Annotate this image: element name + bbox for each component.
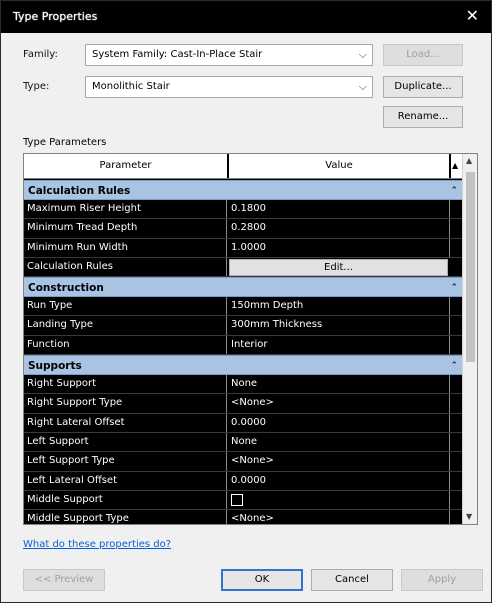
table-row[interactable] — [24, 433, 462, 452]
parameter-value[interactable]: <None> — [228, 452, 450, 470]
scrollbar-thumb[interactable] — [466, 172, 475, 362]
chevron-down-icon: ⌵ — [358, 80, 367, 93]
table-row[interactable] — [24, 297, 462, 316]
parameter-name: Run Type — [24, 297, 227, 315]
title-bar — [1, 1, 491, 33]
type-value: Monolithic Stair — [92, 81, 170, 92]
table-row[interactable] — [24, 200, 462, 219]
chevron-down-icon: ⌵ — [358, 48, 367, 61]
parameter-value[interactable]: 300mm Thickness — [228, 316, 450, 334]
parameter-value[interactable]: <None> — [228, 510, 450, 525]
family-dropdown[interactable] — [85, 44, 373, 66]
value-column-header[interactable]: Value — [229, 154, 451, 178]
duplicate-button[interactable]: Duplicate... — [383, 76, 463, 98]
parameter-value[interactable]: 0.1800 — [228, 200, 450, 218]
parameter-name: Right Support Type — [24, 394, 227, 412]
group-header-construction[interactable] — [24, 277, 462, 297]
parameter-grid — [23, 153, 478, 525]
table-row[interactable] — [24, 219, 462, 238]
parameter-value[interactable]: 150mm Depth — [228, 297, 450, 315]
type-label: Type: — [23, 81, 50, 92]
parameter-name: Function — [24, 336, 227, 354]
table-row[interactable] — [24, 394, 462, 413]
table-row[interactable] — [24, 258, 462, 277]
middle-support-checkbox[interactable] — [231, 494, 243, 506]
rename-button[interactable]: Rename... — [383, 106, 463, 128]
scroll-down-icon[interactable]: ▼ — [466, 512, 473, 521]
family-label: Family: — [23, 49, 58, 60]
load-button[interactable]: Load... — [383, 44, 463, 66]
parameter-name: Landing Type — [24, 316, 227, 334]
grid-scrollbar[interactable] — [462, 154, 478, 524]
table-row[interactable] — [24, 375, 462, 394]
calculation-rules-edit-button[interactable]: Edit... — [229, 259, 448, 276]
table-row[interactable] — [24, 414, 462, 433]
parameter-value[interactable]: 1.0000 — [228, 239, 450, 257]
table-row[interactable] — [24, 316, 462, 335]
group-title: Supports — [28, 360, 82, 373]
parameter-column-header[interactable]: Parameter — [24, 154, 229, 178]
ok-button[interactable]: OK — [221, 569, 303, 591]
grid-rows — [24, 180, 462, 525]
help-link[interactable]: What do these properties do? — [23, 539, 172, 550]
group-header-supports[interactable] — [24, 355, 462, 375]
parameter-name: Left Support — [24, 433, 227, 451]
type-parameters-heading: Type Parameters — [23, 137, 107, 148]
parameter-value[interactable]: 0.0000 — [228, 414, 450, 432]
parameter-value[interactable]: <None> — [228, 394, 450, 412]
parameter-name: Calculation Rules — [24, 258, 227, 276]
table-row[interactable] — [24, 239, 462, 258]
table-row[interactable] — [24, 452, 462, 471]
parameter-name: Middle Support — [24, 491, 227, 509]
table-row[interactable] — [24, 336, 462, 355]
parameter-name: Minimum Tread Depth — [24, 219, 227, 237]
table-row[interactable] — [24, 510, 462, 525]
parameter-value[interactable]: None — [228, 433, 450, 451]
parameter-name: Right Lateral Offset — [24, 414, 227, 432]
family-value: System Family: Cast-In-Place Stair — [92, 49, 263, 60]
parameter-name: Minimum Run Width — [24, 239, 227, 257]
parameter-value[interactable]: Interior — [228, 336, 450, 354]
parameter-name: Left Support Type — [24, 452, 227, 470]
grid-header — [24, 154, 462, 179]
type-dropdown[interactable] — [85, 76, 373, 98]
group-title: Construction — [28, 282, 104, 295]
group-header-calculation-rules[interactable] — [24, 180, 462, 200]
parameter-name: Left Lateral Offset — [24, 472, 227, 490]
parameter-name: Right Support — [24, 375, 227, 393]
group-title: Calculation Rules — [28, 185, 131, 197]
parameter-name: Maximum Riser Height — [24, 200, 227, 218]
table-row[interactable] — [24, 472, 462, 491]
parameter-value[interactable]: None — [228, 375, 450, 393]
close-icon[interactable]: ✕ — [465, 6, 479, 25]
parameter-name: Middle Support Type — [24, 510, 227, 525]
preview-button[interactable]: << Preview — [23, 569, 105, 591]
parameter-value[interactable]: 0.2800 — [228, 219, 450, 237]
cancel-button[interactable]: Cancel — [311, 569, 393, 591]
scroll-up-icon[interactable]: ▲ — [466, 156, 473, 165]
collapse-icon[interactable]: ⌃ — [450, 283, 458, 294]
collapse-icon[interactable]: ⌃ — [450, 186, 458, 196]
collapse-icon[interactable]: ⌃ — [450, 361, 458, 372]
sort-indicator-icon: ▲ — [452, 161, 459, 170]
parameter-value[interactable]: 0.0000 — [228, 472, 450, 490]
apply-button[interactable]: Apply — [401, 569, 483, 591]
parameter-value-cell — [228, 491, 450, 509]
table-row[interactable] — [24, 491, 462, 510]
dialog-title: Type Properties — [13, 10, 98, 23]
